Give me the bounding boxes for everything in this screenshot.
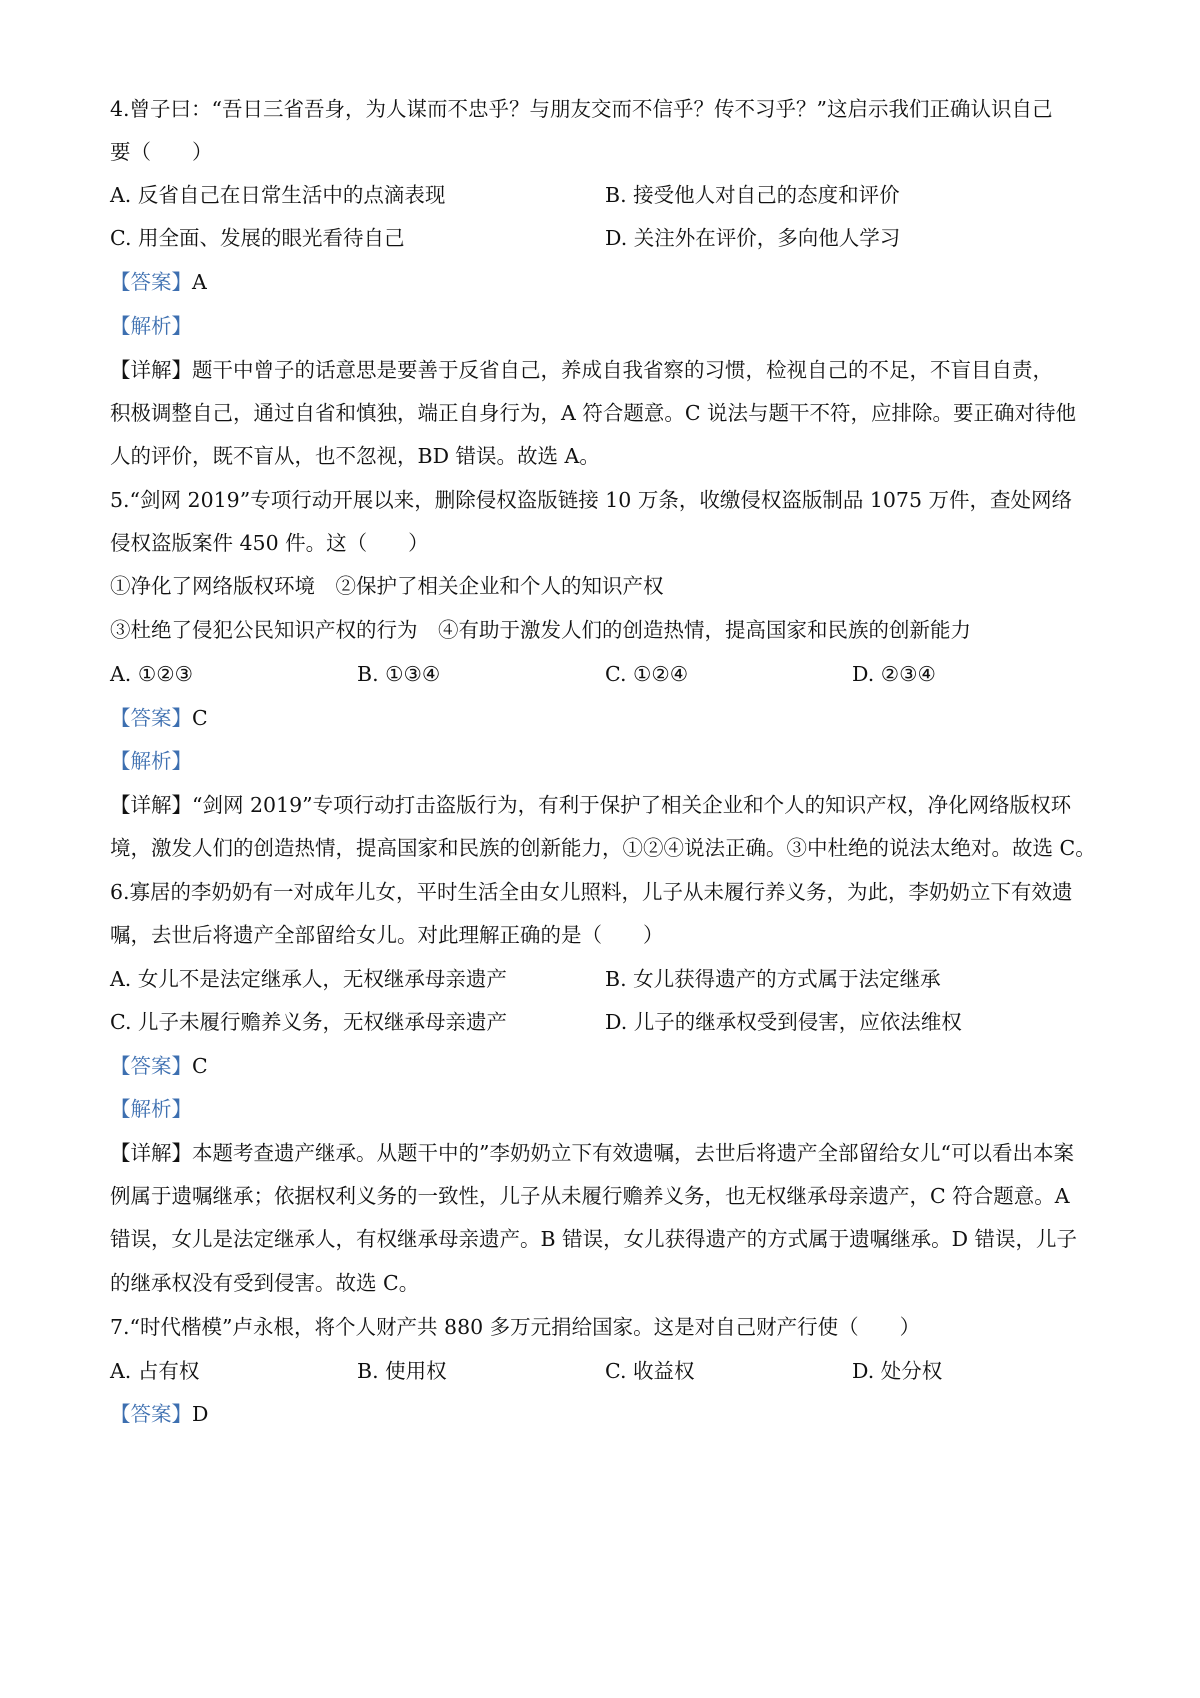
analysis-tag: 【解析】 (110, 1097, 192, 1121)
q4-detail-line-3: 人的评价，既不盲从，也不忽视，BD 错误。故选 A。 (110, 444, 600, 468)
q7-stem-line-1: 7.“时代楷模”卢永根，将个人财产共 880 多万元捐给国家。这是对自己财产行使（ ） (110, 1315, 921, 1339)
q5-option-c: C. ①②④ (605, 662, 689, 686)
detail-tag: 【详解】 (110, 793, 192, 817)
answer-value: A (192, 270, 207, 294)
answer-tag: 【答案】 (110, 1054, 192, 1078)
q7-option-a: A. 占有权 (110, 1359, 200, 1383)
q5-stem-line-1: 5.“剑网 2019”专项行动开展以来，删除侵权盗版链接 10 万条，收缴侵权盗版制品 1075 万件，查处网络 (110, 488, 1073, 512)
q4-option-c: C. 用全面、发展的眼光看待自己 (110, 226, 405, 250)
q6-stem-line-1: 6.寡居的李奶奶有一对成年儿女，平时生活全由女儿照料，儿子从未履行养义务，为此，李奶奶立下有效遗 (110, 880, 1073, 904)
q5-answer (110, 702, 1100, 734)
q4-option-d: D. 关注外在评价，多向他人学习 (605, 226, 901, 250)
q4-detail-line-2: 积极调整自己，通过自省和慎独，端正自身行为，A 符合题意。C 说法与题干不符，应排除。要正确对待他 (110, 401, 1077, 425)
q7-answer (110, 1398, 1100, 1430)
q5-detail-line-1 (110, 789, 1100, 821)
q6-detail-line-3: 错误，女儿是法定继承人，有权继承母亲遗产。B 错误，女儿获得遗产的方式属于遗嘱继承。D 错误，儿子 (110, 1227, 1078, 1251)
q5-item-line-1: ①净化了网络版权环境 ②保护了相关企业和个人的知识产权 (110, 574, 664, 598)
answer-value: C (192, 1054, 208, 1078)
q6-option-c: C. 儿子未履行赡养义务，无权继承母亲遗产 (110, 1010, 507, 1034)
q4-option-a: A. 反省自己在日常生活中的点滴表现 (110, 183, 446, 207)
detail-text: “剑网 2019”专项行动打击盗版行为，有利于保护了相关企业和个人的知识产权，净化网络版权环 (192, 793, 1072, 817)
detail-text: 本题考查遗产继承。从题干中的”李奶奶立下有效遗嘱，去世后将遗产全部留给女儿“可以看出本案 (192, 1141, 1074, 1165)
answer-tag: 【答案】 (110, 706, 192, 730)
q5-item-line-2: ③杜绝了侵犯公民知识产权的行为 ④有助于激发人们的创造热情，提高国家和民族的创新能力 (110, 618, 971, 642)
q7-option-d: D. 处分权 (852, 1359, 943, 1383)
q6-stem-line-2: 嘱，去世后将遗产全部留给女儿。对此理解正确的是（ ） (110, 923, 664, 947)
q4-stem-line-2: 要（ ） (110, 140, 213, 164)
q4-analysis (110, 310, 1100, 342)
q6-analysis (110, 1093, 1100, 1125)
q5-option-a: A. ①②③ (110, 662, 193, 686)
answer-tag: 【答案】 (110, 270, 192, 294)
q6-option-a: A. 女儿不是法定继承人，无权继承母亲遗产 (110, 967, 507, 991)
q4-stem-line-1: 4.曾子曰：“吾日三省吾身，为人谋而不忠乎？与朋友交而不信乎？传不习乎？”这启示我们正确认识自己 (110, 97, 1053, 121)
detail-tag: 【详解】 (110, 1141, 192, 1165)
q5-analysis (110, 745, 1100, 777)
answer-value: D (192, 1402, 209, 1426)
q5-stem-line-2: 侵权盗版案件 450 件。这（ ） (110, 531, 429, 555)
analysis-tag: 【解析】 (110, 314, 192, 338)
answer-value: C (192, 706, 208, 730)
q6-option-b: B. 女儿获得遗产的方式属于法定继承 (605, 967, 941, 991)
q5-detail-line-2: 境，激发人们的创造热情，提高国家和民族的创新能力，①②④说法正确。③中杜绝的说法太绝对。故选 C。 (110, 836, 1096, 860)
q4-detail-line-1 (110, 354, 1100, 386)
q7-option-c: C. 收益权 (605, 1359, 695, 1383)
q4-answer (110, 266, 1100, 298)
analysis-tag: 【解析】 (110, 749, 192, 773)
q4-option-b: B. 接受他人对自己的态度和评价 (605, 183, 900, 207)
detail-tag: 【详解】 (110, 358, 192, 382)
detail-text: 题干中曾子的话意思是要善于反省自己，养成自我省察的习惯，检视自己的不足，不盲目自责， (192, 358, 1053, 382)
q6-option-d: D. 儿子的继承权受到侵害，应依法维权 (605, 1010, 962, 1034)
answer-tag: 【答案】 (110, 1402, 192, 1426)
q7-option-b: B. 使用权 (357, 1359, 447, 1383)
q6-detail-line-4: 的继承权没有受到侵害。故选 C。 (110, 1271, 420, 1295)
q5-option-d: D. ②③④ (852, 662, 936, 686)
q6-detail-line-2: 例属于遗嘱继承；依据权利义务的一致性，儿子从未履行赡养义务，也无权继承母亲遗产，C 符合题意。A (110, 1184, 1070, 1208)
q6-detail-line-1 (110, 1137, 1100, 1169)
q6-answer (110, 1050, 1100, 1082)
q5-option-b: B. ①③④ (357, 662, 441, 686)
